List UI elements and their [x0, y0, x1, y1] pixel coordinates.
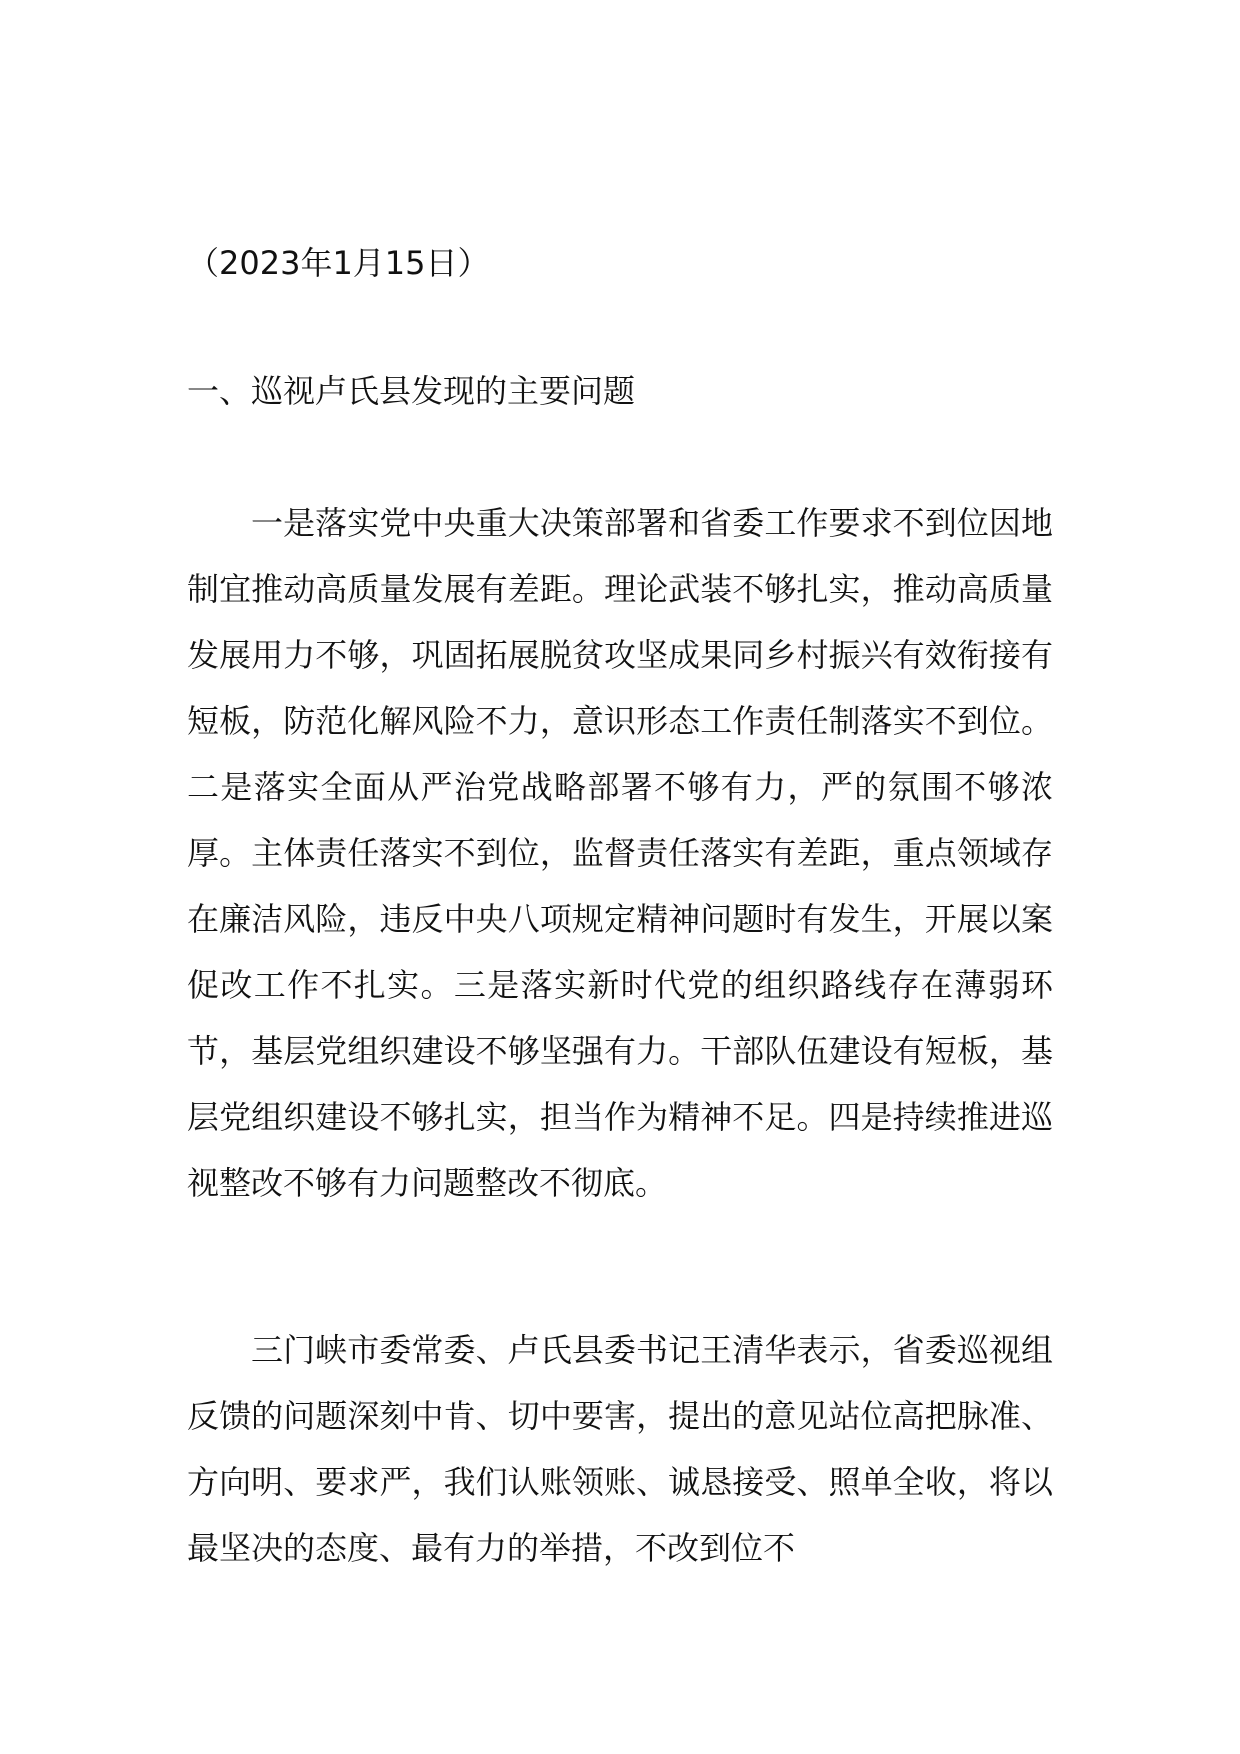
body-paragraph-response: 三门峡市委常委、卢氏县委书记王清华表示，省委巡视组反馈的问题深刻中肯、切中要害，提出的意见站位高把脉准、方向明、要求严，我们认账领账、诚恳接受、照单全收，将以最坚决的态度、最有力的举措，不改到位不 [187, 1331, 1053, 1567]
date-line: （2023年1月15日） [187, 244, 490, 282]
section-heading: 一、巡视卢氏县发现的主要问题 [187, 372, 636, 410]
body-paragraph-problems: 一是落实党中央重大决策部署和省委工作要求不到位因地制宜推动高质量发展有差距。理论武装不够扎实，推动高质量发展用力不够，巩固拓展脱贫攻坚成果同乡村振兴有效衔接有短板，防范化解风险不力，意识形态工作责任制落实不到位。二是落实全面从严治党战略部署不够有力，严的氛围不够浓厚。主体责任落实不到位，监督责任落实有差距，重点领域存在廉洁风险，违反中央八项规定精神问题时有发生，开展以案促改工作不扎实。三是落实新时代党的组织路线存在薄弱环节，基层党组织建设不够坚强有力。干部队伍建设有短板，基层党组织建设不够扎实，担当作为精神不足。四是持续推进巡视整改不够有力问题整改不彻底。 [187, 504, 1053, 1202]
